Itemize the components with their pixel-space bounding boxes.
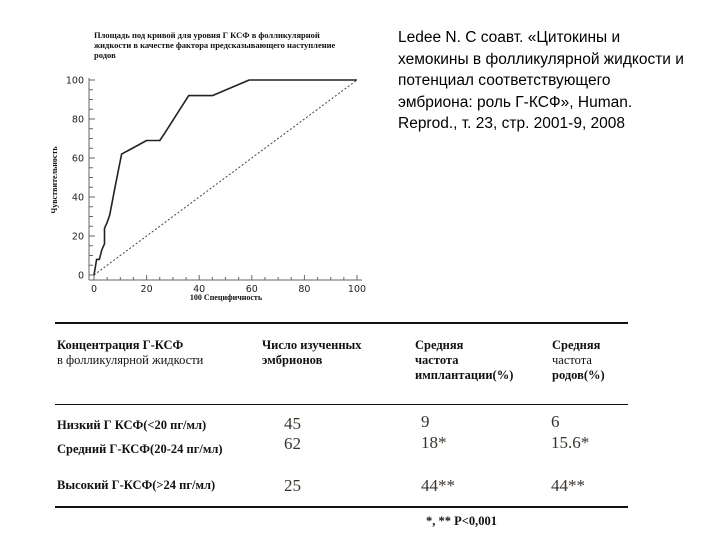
row-label-low: Низкий Г КСФ(<20 пг/мл) <box>57 418 207 432</box>
header-births: Средняя частота родов(%) <box>552 338 605 382</box>
y-tick-label: 20 <box>71 231 84 243</box>
row-label-high: Высокий Г-КСФ(>24 пг/мл) <box>57 478 216 492</box>
x-tick-label: 0 <box>90 284 98 295</box>
citation-text: Ledee N. C соавт. «Цитокины и хемокины в фолликулярной жидкости и потенциал соответствующего эмбриона: роль Г-КСФ», Human. Reprod., т. 23, стр. 2001-9, 2008 <box>398 29 684 132</box>
y-tick-label: 80 <box>71 114 84 126</box>
header-embryos: Число изученных эмбрионов <box>262 338 362 367</box>
table-footnote: *, ** P<0,001 <box>426 514 498 528</box>
reference-diagonal <box>94 80 357 275</box>
header-concentration: Концентрация Г-КСФ в фолликулярной жидкости <box>57 338 204 367</box>
y-tick-label: 40 <box>71 192 84 204</box>
roc-chart <box>0 0 400 310</box>
table-bottom-rule <box>55 506 628 508</box>
cell-embryos-medium: 62 <box>284 434 301 453</box>
y-tick-label: 0 <box>77 270 84 282</box>
cell-embryos-high: 25 <box>284 476 301 495</box>
x-tick-label: 20 <box>140 284 153 295</box>
cell-births-low: 6 <box>551 412 560 431</box>
table-top-rule <box>55 322 628 324</box>
y-ticks <box>66 76 95 282</box>
cell-implantation-medium: 18* <box>421 433 447 452</box>
series-layer <box>94 80 357 275</box>
x-tick-label: 80 <box>298 284 311 295</box>
y-tick-label: 60 <box>71 153 84 165</box>
table-header-rule <box>55 404 628 405</box>
x-ticks <box>91 275 366 295</box>
cell-births-high: 44** <box>551 476 585 495</box>
cell-embryos-low: 45 <box>284 414 301 433</box>
x-tick-label: 100 <box>347 284 367 295</box>
cell-implantation-low: 9 <box>421 412 430 431</box>
cell-births-medium: 15.6* <box>551 433 590 452</box>
y-tick-label: 100 <box>65 75 84 87</box>
y-axis-label: Чувствительность <box>50 146 59 214</box>
x-axis-label: 100 Специфичность <box>189 293 263 302</box>
chart-title: Площадь под кривой для уровня Г КСФ в фолликулярной жидкости в качестве фактора предсказывающего наступление родов <box>94 30 336 60</box>
row-label-medium: Средний Г-КСФ(20-24 пг/мл) <box>57 442 223 456</box>
x-tick-label: 60 <box>245 284 258 295</box>
header-implantation: Средняя частота имплантации(%) <box>415 338 514 382</box>
x-tick-label: 40 <box>193 284 206 295</box>
cell-implantation-high: 44** <box>421 476 455 495</box>
